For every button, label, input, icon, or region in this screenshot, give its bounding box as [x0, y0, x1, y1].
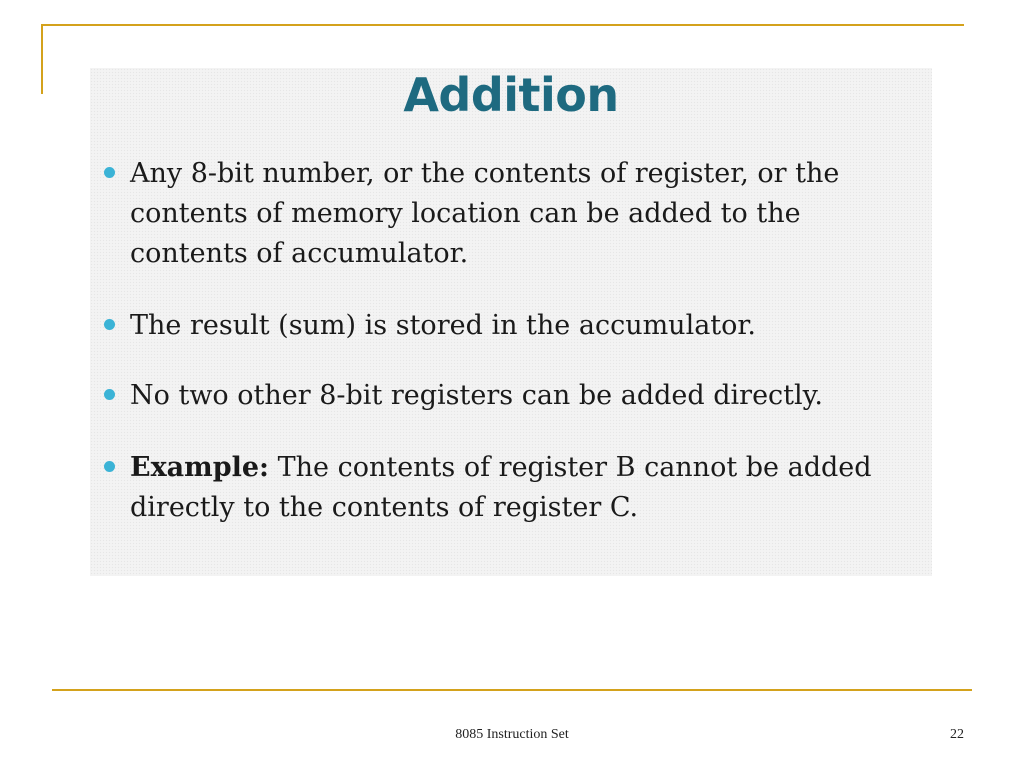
frame-top-rule [42, 24, 964, 26]
bullet-dot-icon [104, 167, 115, 178]
slide-title: Addition [403, 68, 619, 122]
bullet-item [104, 376, 823, 416]
bullet-dot-icon [104, 389, 115, 400]
bullet-text: The result (sum) is stored in the accumulator. [130, 310, 756, 341]
bullet-item [104, 154, 924, 274]
page-number: 22 [950, 727, 964, 742]
bullet-text: Any 8-bit number, or the contents of register, or the contents of memory location can be added to the contents of accumulator. [130, 158, 840, 269]
bullet-text: No two other 8-bit registers can be added directly. [130, 380, 823, 411]
bullet-item [104, 448, 924, 528]
footer-rule [52, 689, 972, 691]
bullet-item [104, 306, 756, 346]
bullet-text: The contents of register B cannot be added directly to the contents of register C. [130, 452, 872, 523]
bullet-lead: Example: [130, 452, 270, 483]
bullet-dot-icon [104, 319, 115, 330]
footer-title: 8085 Instruction Set [455, 727, 569, 742]
bullet-dot-icon [104, 461, 115, 472]
